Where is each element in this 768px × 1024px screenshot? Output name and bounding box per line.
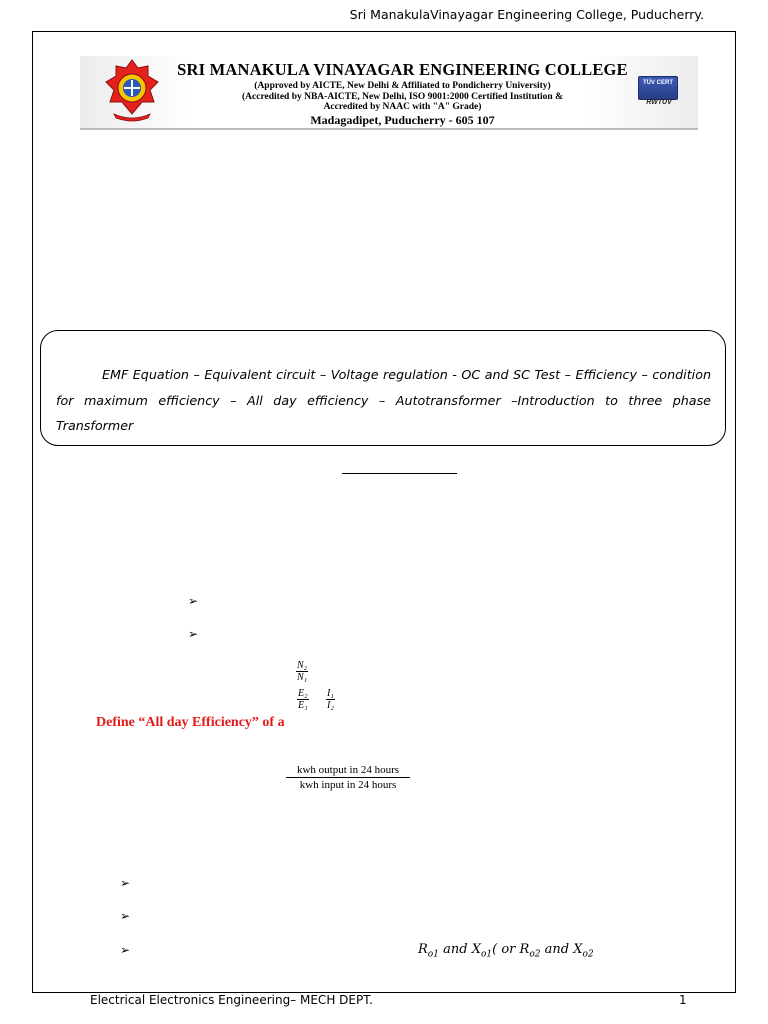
bullet-arrow-icon: ➢ [188,627,199,641]
n-ratio-numerator: N₂ [297,660,308,671]
bullet-arrow-icon: ➢ [120,943,131,957]
tuv-badge-text: TÜV CERT [643,80,673,86]
math-paren: ( [492,942,498,957]
tuv-cert-logo [638,76,678,100]
bullet-arrow-icon: ➢ [120,909,131,923]
college-address: Madagadipet, Puducherry - 605 107 [310,113,495,127]
kwh-numerator: kwh output in 24 hours [286,763,410,778]
college-approval: (Approved by AICTE, New Delhi & Affiliated to Pondicherry University) [254,81,551,91]
rwtuv-caption: RWTUV [646,99,672,106]
college-naac: Accredited by NAAC with "A" Grade) [323,102,482,112]
syllabus-text: EMF Equation – Equivalent circuit – Voltage regulation - OC and SC Test – Efficiency – condition for maximum efficiency – All day efficiency – Autotransformer –Introduction to three phase Transformer [56,367,711,433]
math-or: or [501,942,516,957]
college-accreditation: (Accredited by NBA-AICTE, New Delhi, ISO 9001:2000 Certified Institution & [242,92,563,102]
n-ratio-fraction [296,660,308,683]
e-ratio-fraction [297,688,309,711]
math-x: X [573,942,583,957]
resistance-reactance-expression [418,942,594,960]
math-sub: o2 [582,949,594,960]
math-and: and [443,942,468,957]
e-ratio-numerator: E₂ [298,688,308,699]
bullet-arrow-icon: ➢ [188,594,199,608]
e-ratio-denominator: E₁ [298,700,308,711]
question-title: Define “All day Efficiency” of a [96,715,285,730]
i-ratio-fraction [326,688,335,711]
page-number: 1 [679,993,687,1007]
math-r: R [418,942,428,957]
math-sub: o1 [427,949,439,960]
bullet-arrow-icon: ➢ [120,876,131,890]
section-underline [342,473,457,474]
math-x: X [471,942,481,957]
math-and: and [544,942,570,957]
math-sub: o1 [480,949,493,960]
kwh-fraction [286,763,410,793]
i-ratio-numerator: I₁ [327,688,334,699]
math-r: R [519,942,530,957]
college-logo [104,58,160,122]
math-sub: o2 [529,949,541,960]
kwh-denominator: kwh input in 24 hours [299,779,397,791]
college-name: SRI MANAKULA VINAYAGAR ENGINEERING COLLEGE [177,60,628,79]
i-ratio-denominator: I₂ [327,700,334,711]
page-border [32,31,736,993]
running-header: Sri ManakulaVinayagar Engineering College, Puducherry. [349,7,704,22]
n-ratio-denominator: N₁ [297,672,308,683]
footer-department: Electrical Electronics Engineering– MECH DEPT. [90,993,373,1007]
